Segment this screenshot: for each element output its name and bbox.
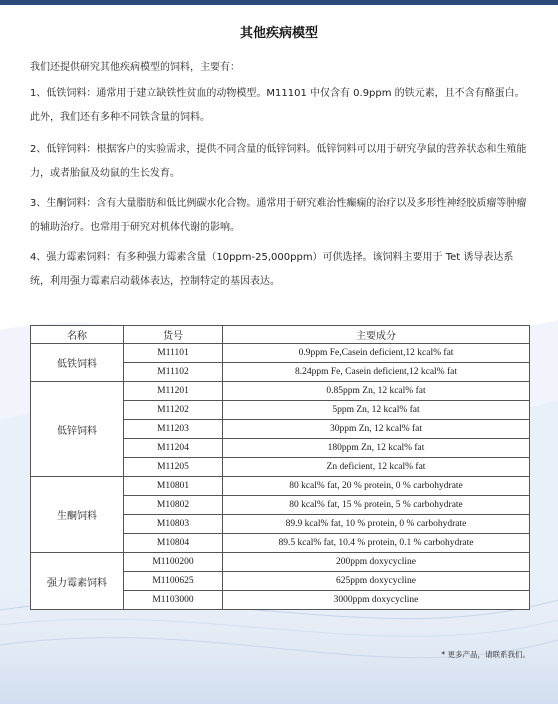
product-composition: 89.9 kcal% fat, 10 % protein, 0 % carbohydrate (223, 515, 530, 534)
product-code: M11101 (124, 344, 223, 363)
product-composition: Zn deficient, 12 kcal% fat (223, 458, 530, 477)
product-composition: 3000ppm doxycycline (223, 591, 530, 610)
product-code: M11102 (124, 363, 223, 382)
paragraph-ketogenic: 3、生酮饲料：含有大量脂肪和低比例碳水化合物。通常用于研究难治性癫痫的治疗以及多形性神经胶质瘤等肿瘤的辅助治疗。也常用于研究对机体代谢的影响。 (30, 198, 527, 233)
product-code: M11205 (124, 458, 223, 477)
group-name: 低锌饲料 (31, 382, 124, 477)
product-composition: 180ppm Zn, 12 kcal% fat (223, 439, 530, 458)
product-code: M1100200 (124, 553, 223, 572)
product-code: M1100625 (124, 572, 223, 591)
page-title: 其他疾病模型 (239, 26, 318, 41)
product-code: M10802 (124, 496, 223, 515)
product-composition: 0.9ppm Fe,Casein deficient,12 kcal% fat (223, 344, 530, 363)
paragraph-doxycycline: 4、强力霉素饲料：有多种强力霉素含量（10ppm-25,000ppm）可供选择。该饲料主要用于 Tet 诱导表达系统，利用强力霉素启动载体表达，控制特定的基因表达。 (30, 252, 514, 287)
group-name: 生酮饲料 (31, 477, 124, 553)
table-header-row (31, 326, 530, 344)
product-composition: 0.85ppm Zn, 12 kcal% fat (223, 382, 530, 401)
product-code: M1103000 (124, 591, 223, 610)
intro-text: 我们还提供研究其他疾病模型的饲料，主要有： (30, 62, 240, 73)
product-composition: 625ppm doxycycline (223, 572, 530, 591)
product-composition: 30ppm Zn, 12 kcal% fat (223, 420, 530, 439)
paragraph-low-zinc: 2、低锌饲料：根据客户的实验需求，提供不同含量的低锌饲料。低锌饲料可以用于研究孕鼠的营养状态和生殖能力，或者胎鼠及幼鼠的生长发育。 (30, 144, 527, 179)
product-composition: 8.24ppm Fe, Casein deficient,12 kcal% fat (223, 363, 530, 382)
product-composition: 89.5 kcal% fat, 10.4 % protein, 0.1 % carbohydrate (223, 534, 530, 553)
table-row (31, 382, 530, 401)
product-code: M11203 (124, 420, 223, 439)
product-composition: 80 kcal% fat, 15 % protein, 5 % carbohydrate (223, 496, 530, 515)
product-code: M11202 (124, 401, 223, 420)
product-composition: 5ppm Zn, 12 kcal% fat (223, 401, 530, 420)
product-code: M10803 (124, 515, 223, 534)
product-code: M10804 (124, 534, 223, 553)
header-composition: 主要成分 (223, 326, 530, 344)
product-table (30, 325, 530, 610)
table-row (31, 553, 530, 572)
product-code: M10801 (124, 477, 223, 496)
product-composition: 200ppm doxycycline (223, 553, 530, 572)
group-name: 强力霉素饲料 (31, 553, 124, 610)
product-composition: 80 kcal% fat, 20 % protein, 0 % carbohydrate (223, 477, 530, 496)
product-code: M11204 (124, 439, 223, 458)
header-name: 名称 (31, 326, 124, 344)
group-name: 低铁饲料 (31, 344, 124, 382)
paragraph-low-iron: 1、低铁饲料：通常用于建立缺铁性贫血的动物模型。M11101 中仅含有 0.9ppm 的铁元素，且不含有酪蛋白。此外，我们还有多种不同铁含量的饲料。 (30, 88, 525, 123)
table-row (31, 477, 530, 496)
footnote: * 更多产品，请联系我们。 (441, 650, 530, 659)
product-code: M11201 (124, 382, 223, 401)
table-row (31, 344, 530, 363)
header-code: 货号 (124, 326, 223, 344)
